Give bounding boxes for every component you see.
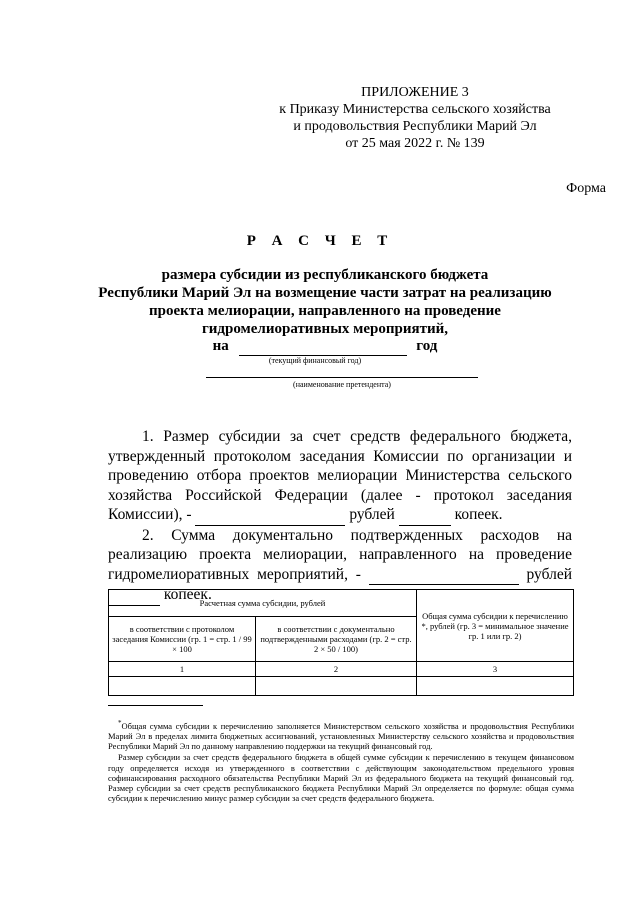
col1-header-cell: в соответствии с протоколом заседания Комиссии (гр. 1 = стр. 1 / 99 × 100 [109,617,256,662]
p2-kopecks-label: копеек. [163,586,212,603]
p2-rubles-label: рублей [526,565,573,583]
col1-number-cell: 1 [109,662,256,677]
footnote-1-text: Общая сумма субсидии к перечислению заполняется Министерством сельского хозяйства и продовольствия Республики Марий Эл в пределах лимита бюджетных ассигнований, установленных Министерству сельского хозяйства и продовольствия Республики Марий Эл по данному направлению поддержки на текущий финансовый год. [108,720,574,752]
year-prefix: на [212,338,229,354]
form-label: Форма [566,181,606,196]
footnote-separator [108,705,203,706]
p1-kopecks-label: копеек. [454,506,503,523]
year-suffix: год [416,338,438,354]
subtitle-line-2: Республики Марий Эл на возмещение части затрат на реализацию [98,285,552,301]
year-line [90,338,560,356]
col2-value-cell[interactable] [256,677,417,696]
col3-value-cell[interactable] [417,677,574,696]
p2-rubles-blank[interactable] [369,565,519,586]
footnotes [108,718,574,804]
subtitle-line-4: гидромелиоративных мероприятий, [201,321,449,337]
col3-number-cell: 3 [417,662,574,677]
subtitle-line-1: размера субсидии из республиканского бюджета [161,267,489,283]
col1-value-cell[interactable] [109,677,256,696]
paragraph-2-text: 2. Сумма документально подтвержденных расходов на реализацию проекта мелиорации, направленного на проведение гидромелиоративных мероприятий, - [108,526,572,583]
paragraph-1 [108,427,572,526]
table-data-row [109,677,574,696]
footnote-2: Размер субсидии за счет средств федерального бюджета в общей сумме субсидии к перечислению в текущем финансовом году определяется исходя из утвержденного в соответствии с действующим законодательством предельного уровня софинансирования расходного обязательства Республики Марий Эл из федерального бюджета на текущий финансовый год. Размер субсидии за счет средств республиканского бюджета Республики Марий Эл определяется по формуле: общая сумма субсидии к перечислению минус размер субсидии за счет средств федерального бюджета. [108,752,574,804]
body-paragraphs [108,427,572,606]
subsidy-calculation-table [108,589,574,696]
subtitle-line-3: проекта мелиорации, направленного на проведение [149,303,501,319]
col2-number-cell: 2 [256,662,417,677]
document-title: Р А С Ч Е Т [246,233,394,249]
p1-kopecks-blank[interactable] [399,505,451,526]
paragraph-1-text: 1. Размер субсидии за счет средств федерального бюджета, утвержденный протоколом заседания Комиссии по организации и проведению отбора проектов мелиорации Министерства сельского хозяйства Российской Федерации (далее - протокол заседания Комиссии), - [108,428,572,523]
appendix-line-2: и продовольствия Республики Марий Эл [293,119,537,134]
appendix-number: ПРИЛОЖЕНИЕ 3 [361,85,469,100]
p1-rubles-label: рублей [349,506,395,523]
year-caption: (текущий финансовый год) [268,356,362,365]
footnote-star: * [118,719,122,727]
applicant-caption: (наименование претендента) [293,380,391,389]
document-subtitle [90,266,560,338]
appendix-line-3: от 25 мая 2022 г. № 139 [345,136,485,151]
applicant-blank-field[interactable] [206,377,478,378]
footnote-1 [108,718,574,751]
table-header-row [109,590,574,617]
p1-rubles-blank[interactable] [195,505,345,526]
appendix-line-1: к Приказу Министерства сельского хозяйства [279,102,551,117]
year-blank-field[interactable] [239,338,407,356]
col3-header-cell: Общая сумма субсидии к перечислению *, рублей (гр. 3 = минимальное значение гр. 1 или гр. 2) [417,590,574,662]
appendix-header [250,84,580,152]
col2-header-cell: в соответствии с документально подтвержденными расходами (гр. 2 = стр. 2 × 50 / 100) [256,617,417,662]
group-header-cell: Расчетная сумма субсидии, рублей [109,590,417,617]
table-number-row [109,662,574,677]
